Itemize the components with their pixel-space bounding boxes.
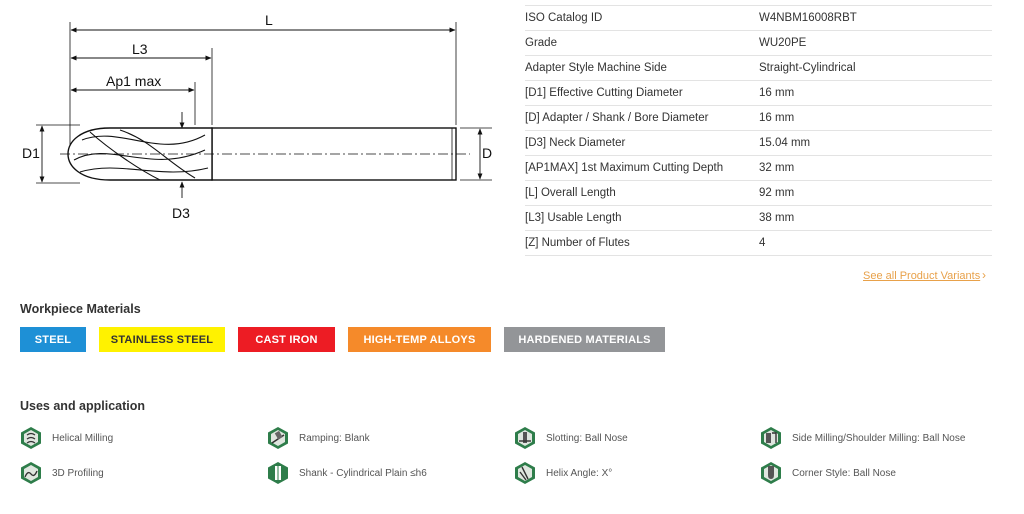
use-label: Helix Angle: X° bbox=[546, 467, 613, 479]
use-item-ramping bbox=[267, 426, 370, 450]
ramping-icon bbox=[267, 426, 289, 450]
use-item-corner-style bbox=[760, 461, 896, 485]
chevron-right-icon[interactable]: › bbox=[982, 268, 986, 282]
tool-dimension-diagram bbox=[0, 0, 500, 240]
spec-value: 38 mm bbox=[759, 206, 992, 231]
use-item-3d-profiling bbox=[20, 461, 104, 485]
spec-row bbox=[525, 231, 992, 256]
dim-label-l: L bbox=[265, 12, 273, 28]
spec-value: 16 mm bbox=[759, 81, 992, 106]
dim-label-d1: D1 bbox=[22, 145, 40, 161]
use-item-helix-angle bbox=[514, 461, 612, 485]
material-hardened-materials-button[interactable]: HARDENED MATERIALS bbox=[504, 327, 665, 352]
side-milling-icon bbox=[760, 426, 782, 450]
workpiece-materials-title: Workpiece Materials bbox=[20, 302, 141, 316]
helical-milling-icon bbox=[20, 426, 42, 450]
corner-style-icon bbox=[760, 461, 782, 485]
3d-profiling-icon bbox=[20, 461, 42, 485]
spec-value: 32 mm bbox=[759, 156, 992, 181]
see-all-variants-link[interactable]: See all Product Variants bbox=[863, 270, 981, 282]
dim-label-ap1-max: Ap1 max bbox=[106, 73, 162, 89]
spec-row bbox=[525, 181, 992, 206]
shank-icon bbox=[267, 461, 289, 485]
use-item-helical-milling bbox=[20, 426, 113, 450]
spec-value: 4 bbox=[759, 231, 992, 256]
spec-value: WU20PE bbox=[759, 31, 992, 56]
spec-value: W4NBM16008RBT bbox=[759, 6, 992, 31]
dim-label-d3: D3 bbox=[172, 205, 190, 221]
use-label: Shank - Cylindrical Plain ≤h6 bbox=[299, 467, 427, 479]
use-label: Ramping: Blank bbox=[299, 432, 370, 444]
spec-row bbox=[525, 131, 992, 156]
spec-row bbox=[525, 6, 992, 31]
slotting-icon bbox=[514, 426, 536, 450]
use-label: 3D Profiling bbox=[52, 467, 104, 479]
use-item-shank bbox=[267, 461, 427, 485]
spec-row bbox=[525, 206, 992, 231]
material-high-temp-alloys-button[interactable]: HIGH-TEMP ALLOYS bbox=[348, 327, 491, 352]
dim-label-d: D bbox=[482, 145, 493, 161]
spec-value: 15.04 mm bbox=[759, 131, 992, 156]
spec-label: [D] Adapter / Shank / Bore Diameter bbox=[525, 106, 759, 131]
spec-row bbox=[525, 106, 992, 131]
material-cast-iron-button[interactable]: CAST IRON bbox=[238, 327, 335, 352]
dim-label-l3: L3 bbox=[132, 41, 148, 57]
use-item-slotting bbox=[514, 426, 628, 450]
spec-label: Grade bbox=[525, 31, 759, 56]
spec-label: [Z] Number of Flutes bbox=[525, 231, 759, 256]
spec-label: [L] Overall Length bbox=[525, 181, 759, 206]
use-item-side-milling bbox=[760, 426, 965, 450]
material-stainless-steel-button[interactable]: STAINLESS STEEL bbox=[99, 327, 225, 352]
spec-row bbox=[525, 81, 992, 106]
spec-row bbox=[525, 56, 992, 81]
use-label: Side Milling/Shoulder Milling: Ball Nose bbox=[792, 432, 966, 444]
use-label: Helical Milling bbox=[52, 432, 114, 444]
spec-label: [D1] Effective Cutting Diameter bbox=[525, 81, 759, 106]
spec-value: 92 mm bbox=[759, 181, 992, 206]
uses-application-title: Uses and application bbox=[20, 399, 146, 413]
spec-label: ISO Catalog ID bbox=[525, 6, 759, 31]
spec-table bbox=[525, 5, 992, 256]
helix-angle-icon bbox=[514, 461, 536, 485]
material-steel-button[interactable]: STEEL bbox=[20, 327, 86, 352]
spec-label: [AP1MAX] 1st Maximum Cutting Depth bbox=[525, 156, 759, 181]
spec-row bbox=[525, 31, 992, 56]
spec-row bbox=[525, 156, 992, 181]
spec-label: Adapter Style Machine Side bbox=[525, 56, 759, 81]
spec-value: 16 mm bbox=[759, 106, 992, 131]
use-label: Corner Style: Ball Nose bbox=[792, 467, 896, 479]
spec-label: [D3] Neck Diameter bbox=[525, 131, 759, 156]
spec-label: [L3] Usable Length bbox=[525, 206, 759, 231]
spec-value: Straight-Cylindrical bbox=[759, 56, 992, 81]
use-label: Slotting: Ball Nose bbox=[546, 432, 628, 444]
